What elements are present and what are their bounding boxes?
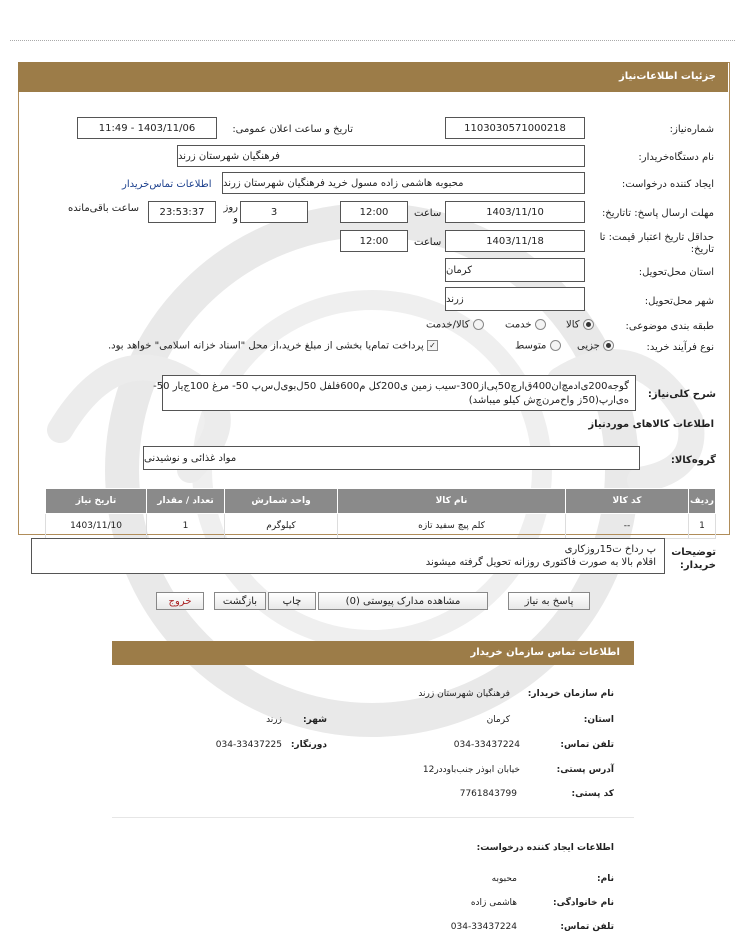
announce-label: تاریخ و ساعت اعلان عمومی: (232, 124, 353, 135)
radio-selected-icon[interactable] (603, 340, 614, 351)
radio-icon[interactable] (535, 319, 546, 330)
deadline-time-label: ساعت (414, 208, 442, 219)
requester-field: محبوبه هاشمی زاده مسول خرید فرهنگیان شهرستان زرند (222, 172, 585, 194)
creator-name-label: نام: (597, 874, 614, 884)
cell-date: 1403/11/10 (46, 514, 147, 539)
col-qty-header: تعداد / مقدار (147, 489, 225, 514)
goods-info-title: اطلاعات کالاهای موردنیاز (588, 419, 714, 430)
process-label: نوع فرآیند خرید: (646, 342, 714, 353)
requester-label: ایجاد کننده درخواست: (621, 179, 714, 190)
cell-code: -- (566, 514, 689, 539)
city-label: شهر محل‌تحویل: (644, 296, 714, 307)
need-number-label: شماره‌نیاز: (669, 124, 714, 135)
top-divider (10, 40, 735, 41)
contact-province-label: استان: (583, 715, 614, 725)
buyer-org-label: نام دستگاه‌خریدار: (638, 152, 714, 163)
contact-divider (112, 817, 634, 818)
category-service-option[interactable]: خدمت (505, 319, 546, 331)
goods-group-label: گروه‌کالا: (670, 455, 716, 466)
contact-org-label: نام سازمان خریدار: (527, 689, 614, 699)
remaining-field: 23:53:37 (148, 201, 216, 223)
days-label: روز و (223, 202, 238, 224)
remaining-label: ساعت باقی‌مانده (68, 203, 140, 214)
col-date-header: تاریخ نیاز (46, 489, 147, 514)
contact-header (112, 641, 634, 665)
contact-org-value: فرهنگیان شهرستان زرند (418, 689, 510, 699)
city-field: زرند (445, 287, 585, 311)
category-goods-option[interactable]: کالا (566, 319, 594, 331)
col-unit-header: واحد شمارش (225, 489, 338, 514)
cell-name: کلم پیچ سفید تازه (338, 514, 566, 539)
reply-button[interactable]: پاسخ به نیاز (508, 592, 590, 610)
contact-province-value: کرمان (486, 715, 510, 725)
contact-address-value: خیابان ابوذر جنب‌باوددر12 (422, 765, 520, 775)
deadline-label: مهلت ارسال پاسخ: تاتاریخ: (601, 208, 714, 219)
buyer-contact-link[interactable]: اطلاعات تماس‌خریدار (122, 179, 212, 190)
notes-line2: اقلام بالا به صورت فاکتوری روزانه تحویل گرفته میشوند (425, 557, 656, 568)
creator-phone-label: تلفن تماس: (560, 922, 614, 932)
validity-label: حداقل تاریخ اعتبار قیمت: تا تاریخ: (599, 232, 714, 255)
creator-name-value: محبوبه (491, 874, 517, 884)
process-medium-option[interactable]: متوسط (515, 340, 561, 352)
contact-fax-value: 034-33437225 (215, 740, 282, 750)
need-number-field: 1103030571000218 (445, 117, 585, 139)
contact-city-value: زرند (266, 715, 282, 725)
cell-unit: کیلوگرم (225, 514, 338, 539)
validity-date-field: 1403/11/18 (445, 230, 585, 252)
print-button[interactable]: چاپ (268, 592, 316, 610)
col-code-header: کد کالا (566, 489, 689, 514)
contact-fax-label: دورنگار: (290, 740, 327, 750)
contact-phone-label: تلفن تماس: (560, 740, 614, 750)
table-row (46, 514, 716, 539)
cell-qty: 1 (147, 514, 225, 539)
creator-phone-value: 034-33437224 (450, 922, 517, 932)
creator-family-label: نام خانوادگی: (552, 898, 614, 908)
notes-field (31, 538, 665, 574)
days-field: 3 (240, 201, 308, 223)
province-label: استان محل‌تحویل: (638, 267, 714, 278)
creator-family-value: هاشمی زاده (470, 898, 517, 908)
cell-row: 1 (689, 514, 716, 539)
view-docs-button[interactable]: مشاهده مدارک پیوستی (0) (318, 592, 488, 610)
validity-time-field: 12:00 (340, 230, 408, 252)
validity-time-label: ساعت (414, 237, 442, 248)
contact-postal-value: 7761843799 (459, 789, 517, 799)
contact-address-label: آدرس پستی: (556, 765, 614, 775)
category-both-option[interactable]: کالا/خدمت (426, 319, 484, 331)
col-name-header: نام کالا (338, 489, 566, 514)
radio-icon[interactable] (550, 340, 561, 351)
treasury-checkbox-row[interactable]: ✓ پرداخت تمام‌یا بخشی از مبلغ خرید،از محل "اسناد خزانه اسلامی" خواهد بود. (108, 340, 438, 352)
col-row-header: ردیف (689, 489, 716, 514)
panel-title: جزئیات اطلاعات‌نیاز (619, 71, 716, 82)
announce-field: 1403/11/06 - 11:49 (77, 117, 217, 139)
creator-title: اطلاعات ایجاد کننده درخواست: (476, 843, 614, 853)
process-minor-option[interactable]: جزیی (577, 340, 614, 352)
category-label: طبقه بندی موضوعی: (625, 321, 714, 332)
keywords-label: شرح کلی‌نیاز: (647, 389, 716, 400)
contact-phone-value: 034-33437224 (453, 740, 520, 750)
goods-group-field: مواد غذائی و نوشیدنی (143, 446, 640, 470)
contact-title: اطلاعات تماس سازمان خریدار (470, 647, 620, 658)
keywords-field (153, 375, 636, 411)
deadline-date-field: 1403/11/10 (445, 201, 585, 223)
buyer-org-field: فرهنگیان شهرستان زرند (177, 145, 585, 167)
keywords-line1: گوجه200ی‌ادمچ‌ان400ق‌ارچ50پی‌از300-سیب زمین ی200کل م600فلفل 50ل‌بوی‌ل‌س‌پ 50- مرغ 100ج‌یار 50- (153, 381, 629, 392)
goods-table (45, 488, 716, 539)
back-button[interactable]: بازگشت (214, 592, 266, 610)
exit-button[interactable]: خروج (156, 592, 204, 610)
panel-header (18, 62, 728, 92)
contact-postal-label: کد پستی: (571, 789, 614, 799)
radio-selected-icon[interactable] (583, 319, 594, 330)
table-header-row (46, 489, 716, 514)
province-field: کرمان (445, 258, 585, 282)
contact-city-label: شهر: (303, 715, 327, 725)
notes-label: توضیحات خریدار: (671, 547, 716, 571)
keywords-line2: ه‌ی‌ارپ(50ز واح‌مر‌ن‌چ‌ش کیلو میباشد) (468, 395, 629, 406)
radio-icon[interactable] (473, 319, 484, 330)
checkbox-checked-icon[interactable]: ✓ (427, 340, 438, 351)
notes-line1: پ‌ رداخ ت15روزکاری (564, 544, 656, 555)
deadline-time-field: 12:00 (340, 201, 408, 223)
